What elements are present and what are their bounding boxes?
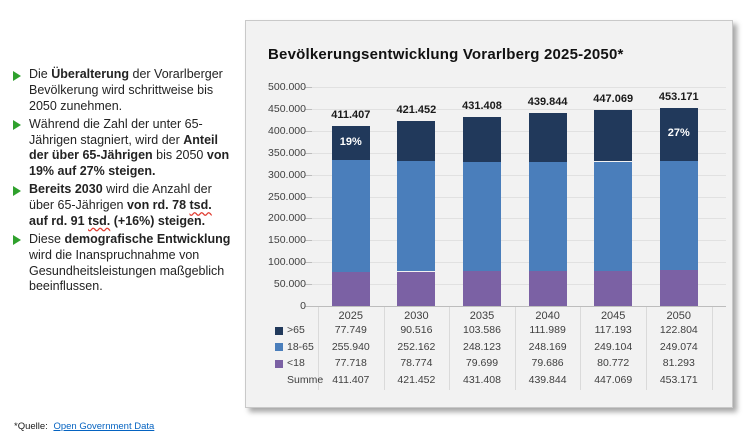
- bullet-text: Während die Zahl der unter 65-Jährigen stagniert, wird der Anteil der über 65-Jährigen bis 2050 von 19% auf 27% steigen.: [29, 116, 230, 179]
- y-axis-label: 400.000: [268, 124, 306, 137]
- table-cell: 103.586: [463, 324, 501, 336]
- y-axis-tick: [305, 284, 312, 285]
- y-axis-tick: [305, 175, 312, 176]
- bar-segment: [660, 270, 698, 306]
- bullet-list: [13, 67, 232, 297]
- bullet-arrow-icon: [13, 71, 21, 81]
- bullet-item: [13, 117, 232, 181]
- bullet-arrow-icon: [13, 235, 21, 245]
- y-axis-label: 500.000: [268, 81, 306, 93]
- y-axis-tick: [305, 262, 312, 263]
- bar-segment: [594, 110, 632, 161]
- y-axis-tick: [305, 306, 312, 307]
- bar-segment: [529, 113, 567, 162]
- bar-segment: [332, 160, 370, 272]
- table-column-separator: [712, 307, 713, 390]
- x-axis-label: 2045: [600, 310, 626, 322]
- bar-percent-label: 27%: [667, 127, 690, 140]
- y-axis-label: 150.000: [268, 234, 306, 247]
- chart-card: [245, 20, 733, 408]
- bar-segment: [463, 271, 501, 306]
- bar-segment: [397, 121, 435, 161]
- bar-segment: [397, 161, 435, 271]
- source-footnote: [14, 421, 154, 432]
- table-cell: 431.408: [463, 373, 501, 386]
- bar-segment: [463, 162, 501, 271]
- table-cell: 117.193: [594, 324, 632, 336]
- table-cell: 249.104: [594, 340, 633, 353]
- y-axis-label: 100.000: [268, 256, 306, 269]
- table-cell: 77.718: [334, 357, 367, 369]
- gridline: [312, 87, 726, 88]
- y-axis-tick: [305, 218, 312, 219]
- bar-segment: [594, 162, 632, 271]
- table-cell: 90.516: [400, 324, 433, 336]
- bullet-item: [13, 182, 232, 230]
- legend-swatch: [275, 360, 283, 368]
- table-cell: 79.699: [465, 357, 499, 369]
- table-cell: 81.293: [662, 357, 695, 369]
- bullet-item: [13, 232, 232, 296]
- bar-total-label: 439.844: [527, 96, 568, 109]
- table-row-label: 18-65: [287, 340, 314, 353]
- y-axis-label: 300.000: [268, 168, 306, 181]
- bar-segment: [529, 271, 567, 306]
- table-cell: 411.407: [332, 373, 370, 386]
- table-cell: 79.686: [531, 357, 564, 369]
- chart-title: Bevölkerungsentwicklung Vorarlberg 2025-2050*: [268, 46, 624, 63]
- bar-total-label: 421.452: [396, 104, 437, 117]
- bar-total-label: 431.408: [462, 100, 502, 112]
- bullet-arrow-icon: [13, 186, 21, 196]
- y-axis-tick: [305, 153, 312, 154]
- table-cell: 453.171: [659, 373, 698, 386]
- table-cell: 255.940: [331, 340, 370, 353]
- bar-segment: [529, 162, 567, 271]
- y-axis-tick: [305, 131, 312, 132]
- bar-segment: [463, 117, 501, 162]
- source-link[interactable]: Open Government Data: [53, 421, 155, 432]
- bar-segment: [594, 271, 632, 306]
- table-cell: 77.749: [334, 324, 367, 336]
- table-row-label: Summe: [287, 373, 324, 386]
- bullet-text: Bereits 2030 wird die Anzahl der über 65-Jährigen von rd. 78 tsd. auf rd. 91 tsd. (+16%) steigen.: [29, 182, 212, 228]
- table-cell: 248.169: [528, 340, 567, 353]
- y-axis-label: 250.000: [268, 190, 306, 203]
- bar-segment: [332, 272, 370, 306]
- legend-swatch: [275, 327, 283, 335]
- y-axis-tick: [305, 87, 312, 88]
- chart-plot-area: [246, 21, 732, 407]
- y-axis-label: 50.000: [273, 278, 306, 291]
- footnote-prefix: *Quelle:: [14, 421, 48, 432]
- bar-total-label: 411.407: [331, 108, 371, 121]
- x-axis-label: 2030: [404, 310, 429, 322]
- y-axis-tick: [305, 240, 312, 241]
- table-cell: 447.069: [594, 373, 633, 386]
- bar-total-label: 453.171: [658, 90, 699, 103]
- y-axis-label: 200.000: [268, 212, 306, 225]
- y-axis-label: 0: [300, 300, 306, 312]
- table-cell: 122.804: [659, 324, 698, 336]
- bar-segment: [397, 272, 435, 307]
- bar-percent-label: 19%: [339, 135, 362, 148]
- bullet-text: Diese demografische Entwicklung wird die Inanspruchnahme von Gesundheitsleistungen maßgeblich beeinflussen.: [29, 231, 231, 294]
- x-axis-label: 2035: [469, 310, 495, 322]
- table-cell: 439.844: [528, 373, 567, 386]
- table-cell: 252.162: [397, 340, 436, 353]
- x-axis-label: 2040: [535, 310, 560, 322]
- bar-total-label: 447.069: [593, 93, 634, 106]
- bullet-arrow-icon: [13, 120, 21, 130]
- x-axis-line: [312, 306, 726, 307]
- legend-swatch: [275, 343, 283, 351]
- table-cell: 111.989: [529, 324, 566, 336]
- table-row-label: <18: [287, 357, 305, 369]
- y-axis-label: 450.000: [268, 102, 306, 115]
- y-axis-label: 350.000: [268, 146, 306, 159]
- y-axis-tick: [305, 197, 312, 198]
- table-cell: 248.123: [463, 340, 501, 353]
- bullet-text: Die Überalterung der Vorarlberger Bevölkerung wird schrittweise bis 2050 zunehmen.: [29, 67, 223, 113]
- table-cell: 249.074: [659, 340, 698, 353]
- table-cell: 78.774: [400, 357, 433, 369]
- x-axis-label: 2025: [338, 310, 364, 322]
- table-row-label: >65: [287, 324, 305, 336]
- x-axis-label: 2050: [666, 310, 692, 322]
- table-cell: 421.452: [397, 373, 436, 386]
- bullet-item: [13, 67, 232, 115]
- table-cell: 80.772: [597, 357, 630, 369]
- bar-segment: [660, 161, 698, 270]
